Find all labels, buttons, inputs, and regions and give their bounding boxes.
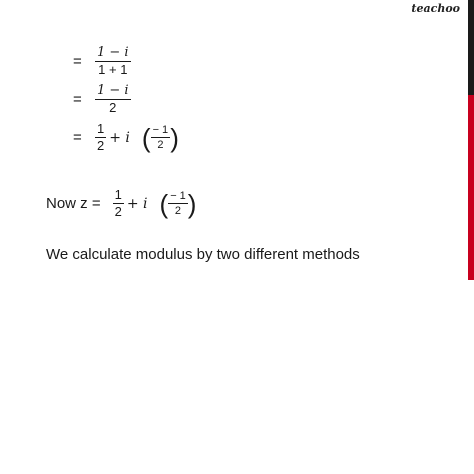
denominator: 2: [174, 205, 182, 217]
real-part-fraction: [113, 188, 124, 219]
accent-bar: [468, 95, 474, 280]
real-part-fraction: [95, 122, 106, 153]
numerator: − 1: [152, 124, 169, 136]
right-paren: ): [170, 122, 179, 153]
right-paren: ): [187, 188, 197, 219]
plus-i: + i: [109, 129, 130, 146]
denominator: 2: [97, 138, 105, 153]
scrollbar-thumb[interactable]: [468, 0, 474, 95]
numerator: 1: [97, 121, 105, 136]
equals-sign: =: [73, 53, 82, 70]
numerator: 1: [114, 187, 122, 202]
plus-i: + i: [126, 195, 148, 212]
denominator: 1 + 1: [98, 62, 128, 77]
numerator: 1 − i: [97, 45, 129, 60]
now-z-line: [46, 188, 196, 219]
numerator: 1 − i: [97, 83, 129, 98]
left-paren: (: [159, 188, 169, 219]
teachoo-logo: teachoo: [411, 2, 460, 15]
statement-text: We calculate modulus by two different methods: [46, 246, 360, 263]
left-paren: (: [141, 122, 151, 153]
fraction: [95, 84, 131, 115]
imaginary-part-fraction: [151, 124, 171, 151]
step-1: [73, 46, 131, 77]
fraction: [95, 46, 131, 77]
now-z-prefix: Now z =: [46, 195, 101, 212]
numerator: − 1: [170, 190, 186, 202]
equals-sign: =: [73, 129, 82, 146]
step-3: [73, 122, 179, 153]
scrollbar[interactable]: [468, 0, 474, 474]
imaginary-part-fraction: [168, 190, 188, 217]
equals-sign: =: [73, 91, 82, 108]
denominator: 2: [114, 204, 122, 219]
denominator: 2: [109, 100, 117, 115]
step-2: [73, 84, 131, 115]
denominator: 2: [157, 139, 164, 151]
